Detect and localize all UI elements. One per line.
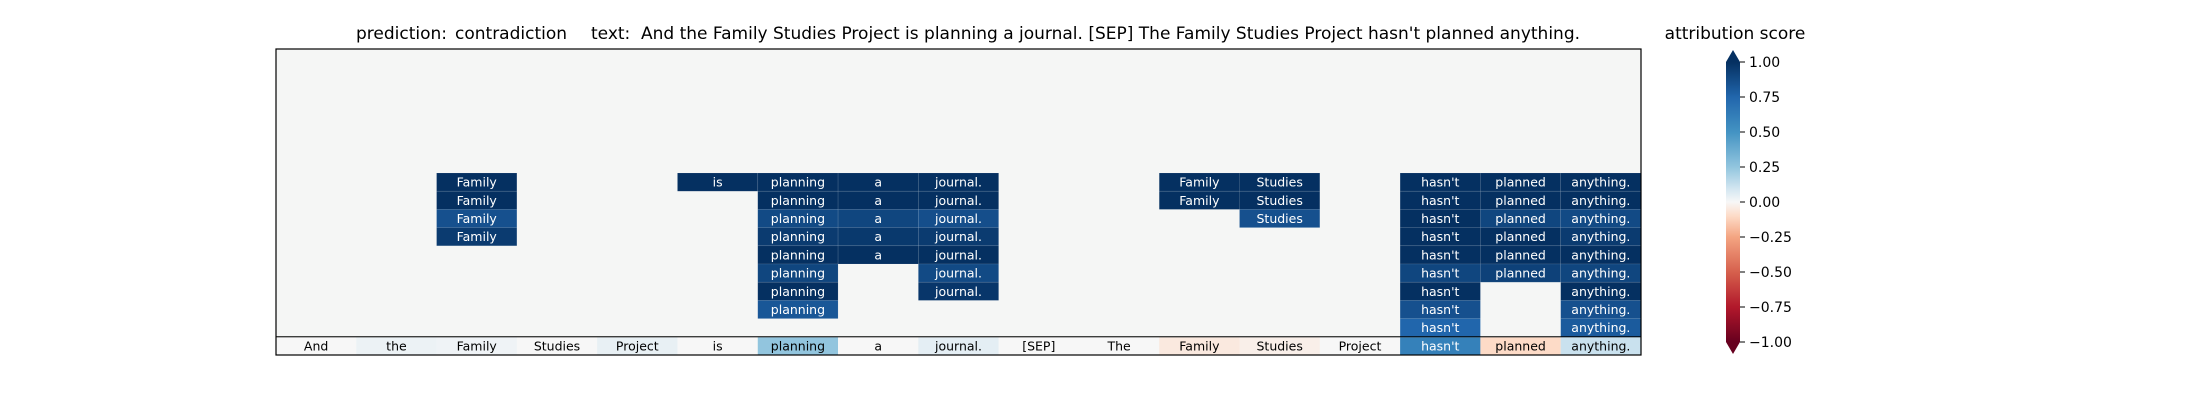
stack-cell-label: anything. (1571, 302, 1631, 317)
title-prediction-value: contradiction (455, 24, 568, 44)
stack-cell-label: anything. (1571, 320, 1631, 336)
colorbar-tick-label: 0.25 (1749, 160, 1781, 176)
colorbar-tick-label: 0.00 (1749, 195, 1781, 211)
colorbar-tick-label: −0.50 (1749, 265, 1792, 281)
stack-cell-label: Family (456, 174, 497, 190)
stack-cell-label: a (874, 229, 883, 245)
base-cell-label: And (303, 338, 329, 354)
base-cell-label: hasn't (1421, 338, 1460, 354)
base-cell-label: planning (770, 338, 826, 354)
stack-cell-label: a (874, 247, 883, 263)
base-cell-label: is (712, 338, 723, 354)
base-cell-label: a (874, 338, 883, 354)
stack-cell-label: planning (770, 174, 826, 190)
stack-cell-label: planned (1495, 265, 1546, 281)
base-cell-label: Family (456, 338, 497, 354)
colorbar-tick-label: −1.00 (1749, 335, 1792, 351)
stack-cell-label: journal. (935, 229, 982, 245)
base-cell-label: Studies (533, 338, 581, 354)
stack-cell-label: planning (770, 265, 826, 281)
stack-cell-label: hasn't (1421, 174, 1460, 190)
colorbar-gradient (1726, 62, 1740, 342)
stack-cell-label: journal. (935, 283, 982, 299)
base-cell-label: Studies (1256, 338, 1303, 354)
stack-cell-label: hasn't (1421, 302, 1460, 317)
base-cell-label: [SEP] (1022, 338, 1056, 354)
base-cell-label: Family (1179, 338, 1220, 354)
stack-cell-label: a (874, 211, 883, 226)
stack-cell-label: journal. (935, 192, 982, 208)
stack-cell-label: hasn't (1421, 320, 1460, 336)
stack-cell-label: Studies (1256, 192, 1303, 208)
stack-cell-label: Studies (1256, 211, 1303, 226)
stack-cell-label: Family (1179, 174, 1220, 190)
stack-cell-label: anything. (1571, 192, 1631, 208)
colorbar-tick-label: −0.25 (1749, 230, 1792, 246)
stack-cell-label: planned (1495, 211, 1546, 226)
colorbar (1726, 50, 1792, 354)
heatmap-plot (276, 49, 1641, 355)
stack-cell-label: planning (770, 211, 826, 226)
stack-cell-label: hasn't (1421, 247, 1460, 263)
stack-cell-label: planning (770, 229, 826, 245)
stack-cell-label: journal. (935, 247, 982, 263)
stack-cell-label: anything. (1571, 174, 1631, 190)
stack-cell-label: anything. (1571, 283, 1631, 299)
stack-cell-label: hasn't (1421, 283, 1460, 299)
base-cell-label: the (386, 338, 407, 354)
stack-cell-label: hasn't (1421, 192, 1460, 208)
title-prediction-label: prediction: (356, 24, 448, 44)
stack-cell-label: Family (456, 211, 497, 226)
stack-cell-label: planned (1495, 192, 1546, 208)
colorbar-tick-label: 0.50 (1749, 125, 1781, 141)
stack-cell-label: hasn't (1421, 229, 1460, 245)
stack-cell-label: planned (1495, 229, 1546, 245)
colorbar-tick-label: −0.75 (1749, 300, 1792, 316)
stack-cell-label: journal. (935, 174, 982, 190)
stack-cell-label: planned (1495, 174, 1546, 190)
base-cell-label: Project (615, 338, 659, 354)
stack-cell-label: planned (1495, 247, 1546, 263)
colorbar-tick-label: 0.75 (1749, 90, 1781, 106)
colorbar-tick-label: 1.00 (1749, 55, 1781, 71)
base-cell-label: anything. (1571, 338, 1631, 354)
colorbar-extend-min (1726, 342, 1740, 354)
stack-cell-label: a (874, 174, 883, 190)
stack-cell-label: planning (770, 192, 826, 208)
stack-cell-label: hasn't (1421, 211, 1460, 226)
stack-cell-label: journal. (935, 265, 982, 281)
title-text-label: text: (591, 24, 631, 44)
base-cell-label: The (1107, 338, 1131, 354)
title-text-value: And the Family Studies Project is planning a journal. [SEP] The Family Studies Project hasn't planned anything. (641, 24, 1581, 44)
stack-cell-label: hasn't (1421, 265, 1460, 281)
base-cell-label: planned (1495, 338, 1546, 354)
base-cell-label: journal. (935, 338, 982, 354)
stack-cell-label: is (712, 174, 723, 190)
stack-cell-label: journal. (935, 211, 982, 226)
stack-cell-label: Family (1179, 192, 1220, 208)
colorbar-label: attribution score (1664, 24, 1806, 44)
base-cell-label: Project (1338, 338, 1382, 354)
stack-cell-label: Family (456, 229, 497, 245)
colorbar-extend-max (1726, 50, 1740, 62)
stack-cell-label: planning (770, 247, 826, 263)
stack-cell-label: Family (456, 192, 497, 208)
stack-cell-label: anything. (1571, 229, 1631, 245)
stack-cell-label: anything. (1571, 247, 1631, 263)
stack-cell-label: Studies (1256, 174, 1303, 190)
stack-cell-label: anything. (1571, 211, 1631, 226)
stack-cell-label: planning (770, 302, 826, 317)
stack-cell-label: planning (770, 283, 826, 299)
stack-cell-label: a (874, 192, 883, 208)
stack-cell-label: anything. (1571, 265, 1631, 281)
